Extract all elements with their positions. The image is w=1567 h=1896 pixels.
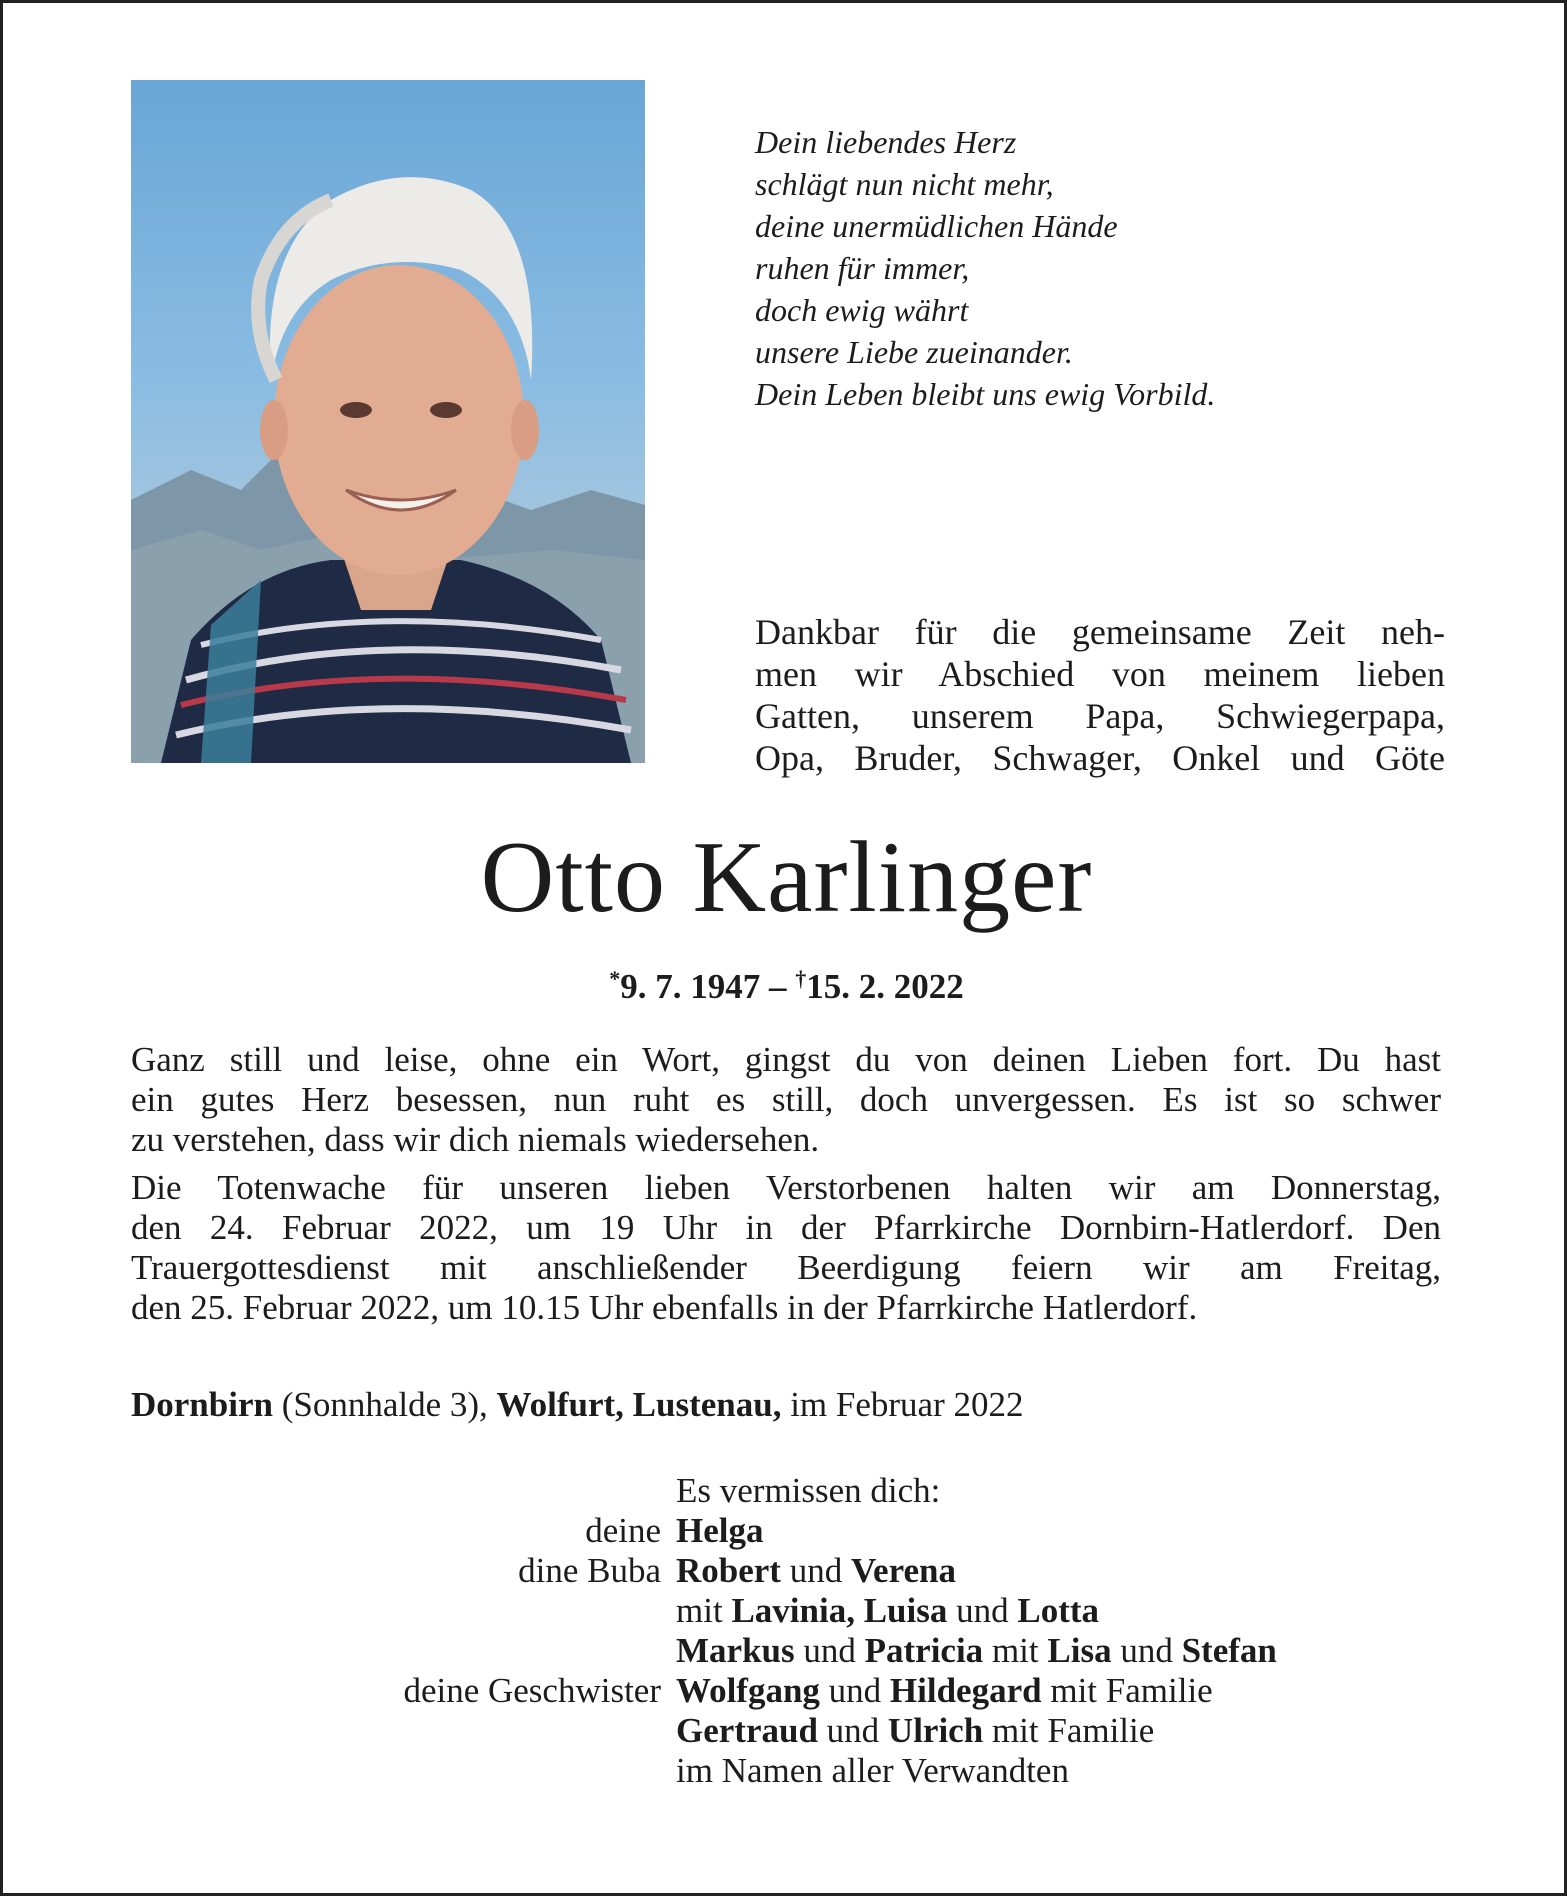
farewell-intro xyxy=(755,611,1445,779)
death-symbol: † xyxy=(795,966,807,991)
mourner-names xyxy=(676,1551,956,1591)
mourners-heading: Es vermissen dich: xyxy=(676,1471,941,1510)
body-line: den 24. Februar 2022, um 19 Uhr in der Pfarrkirche Dornbirn-Hatlerdorf. Den xyxy=(131,1208,1441,1247)
mourner-connector: mit xyxy=(676,1591,732,1630)
body-line: zu verstehen, dass wir dich niemals wiedersehen. xyxy=(131,1120,820,1159)
mourner-names xyxy=(676,1591,1099,1631)
mourner-name: Markus xyxy=(676,1631,795,1670)
poem-line: deine unermüdlichen Hände xyxy=(755,208,1118,244)
mourner-connector: und xyxy=(819,1671,890,1710)
mourner-name: Lavinia, Luisa xyxy=(731,1591,948,1630)
intro-line: Gatten, unserem Papa, Schwiegerpapa, xyxy=(755,696,1445,736)
mourner-name: Hildegard xyxy=(889,1671,1042,1710)
mourner-connector: und xyxy=(780,1551,851,1590)
town-dornbirn: Dornbirn xyxy=(131,1385,273,1424)
poem-line: unsere Liebe zueinander. xyxy=(755,334,1073,370)
body-text xyxy=(131,1040,1441,1328)
paragraph-ceremony xyxy=(131,1168,1441,1328)
mourner-name: Patricia xyxy=(864,1631,984,1670)
mourner-connector: im Namen aller Verwandten xyxy=(676,1751,1069,1790)
mourner-row xyxy=(131,1551,1451,1591)
poem xyxy=(755,121,1455,415)
body-line: den 25. Februar 2022, um 10.15 Uhr ebenfalls in der Pfarrkirche Hatlerdorf. xyxy=(131,1288,1198,1327)
mourner-relation xyxy=(131,1591,676,1631)
deceased-name: Otto Karlinger xyxy=(480,821,1093,934)
mourner-relation: deine Geschwister xyxy=(403,1671,661,1710)
poem-line: ruhen für immer, xyxy=(755,250,970,286)
mourner-relation xyxy=(131,1631,676,1671)
mourner-name: Helga xyxy=(676,1511,764,1550)
paragraph-verse xyxy=(131,1040,1441,1160)
mourner-relation: deine xyxy=(585,1511,661,1550)
intro-line: Dankbar für die gemeinsame Zeit neh- xyxy=(755,612,1445,652)
towns-wolfurt-lustenau: Wolfurt, Lustenau, xyxy=(496,1385,782,1424)
mourner-row xyxy=(131,1671,1451,1711)
mourner-row xyxy=(131,1591,1451,1631)
mourner-names xyxy=(676,1671,1213,1711)
body-line: Trauergottesdienst mit anschließender Beerdigung feiern wir am Freitag, xyxy=(131,1248,1441,1287)
mourners-list xyxy=(131,1471,1451,1791)
mourner-connector: mit Familie xyxy=(983,1711,1155,1750)
mourner-name: Stefan xyxy=(1181,1631,1277,1670)
poem-line: Dein liebendes Herz xyxy=(755,124,1017,160)
mourner-relation: dine Buba xyxy=(518,1551,661,1590)
death-date: 15. 2. 2022 xyxy=(806,967,964,1006)
month-year: im Februar 2022 xyxy=(781,1385,1024,1424)
mourners-heading-row xyxy=(131,1471,1451,1511)
mourner-relation xyxy=(131,1751,676,1791)
mourner-connector: mit Familie xyxy=(1041,1671,1213,1710)
poem-line: Dein Leben bleibt uns ewig Vorbild. xyxy=(755,376,1216,412)
mourner-connector: und xyxy=(794,1631,865,1670)
mourner-row xyxy=(131,1631,1451,1671)
mourner-connector: mit xyxy=(983,1631,1048,1670)
mourner-name: Robert xyxy=(676,1551,781,1590)
intro-line: men wir Abschied von meinem lieben xyxy=(755,654,1445,694)
mourner-connector: und xyxy=(947,1591,1018,1630)
mourner-names xyxy=(676,1631,1277,1671)
poem-line: doch ewig währt xyxy=(755,292,969,328)
life-dates xyxy=(3,958,1567,1008)
mourner-relation xyxy=(131,1711,676,1751)
mourner-names xyxy=(676,1511,763,1551)
mourner-names xyxy=(676,1711,1154,1751)
mourner-rows xyxy=(131,1511,1451,1791)
poem-line: schlägt nun nicht mehr, xyxy=(755,166,1054,202)
mourner-name: Wolfgang xyxy=(676,1671,820,1710)
mourner-connector: und xyxy=(817,1711,888,1750)
mourner-name: Gertraud xyxy=(676,1711,818,1750)
mourner-row xyxy=(131,1711,1451,1751)
body-line: ein gutes Herz besessen, nun ruht es still, doch unvergessen. Es ist so schwer xyxy=(131,1080,1441,1119)
intro-line: Opa, Bruder, Schwager, Onkel und Göte xyxy=(755,738,1445,778)
body-line: Ganz still und leise, ohne ein Wort, gingst du von deinen Lieben fort. Du hast xyxy=(131,1040,1441,1079)
mourner-name: Lotta xyxy=(1017,1591,1100,1630)
mourner-row xyxy=(131,1751,1451,1791)
mourner-name: Ulrich xyxy=(887,1711,984,1750)
birth-date: 9. 7. 1947 xyxy=(620,967,761,1006)
place-and-date xyxy=(131,1385,1441,1425)
date-separator: – xyxy=(760,967,796,1006)
mourner-name: Lisa xyxy=(1047,1631,1112,1670)
mourner-row xyxy=(131,1511,1451,1551)
mourner-names xyxy=(676,1751,1069,1791)
portrait-illustration xyxy=(131,80,645,763)
address: (Sonnhalde 3), xyxy=(272,1385,497,1424)
birth-symbol: * xyxy=(609,966,621,991)
body-line: Die Totenwache für unseren lieben Verstorbenen halten wir am Donnerstag, xyxy=(131,1168,1441,1207)
portrait-photo xyxy=(131,80,645,763)
mourner-connector: und xyxy=(1111,1631,1182,1670)
mourner-name: Verena xyxy=(850,1551,956,1590)
